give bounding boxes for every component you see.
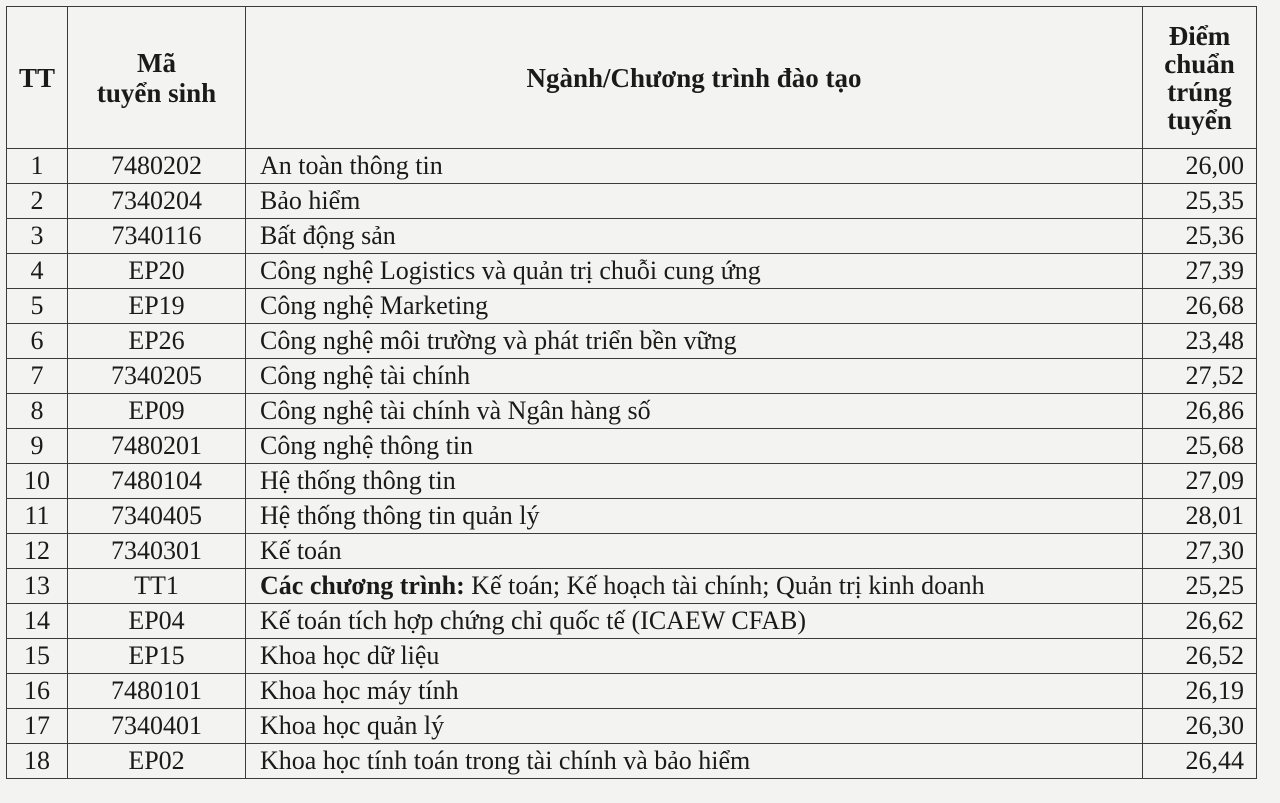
- row-program-label: Khoa học tính toán trong tài chính và bảo hiểm: [260, 746, 751, 775]
- row-tt: 14: [7, 604, 68, 639]
- row-program-label: Công nghệ môi trường và phát triển bền vững: [260, 326, 737, 355]
- table-row-5: [7, 289, 1257, 324]
- row-admission-code: EP19: [68, 289, 246, 324]
- row-program-label: Kế toán; Kế hoạch tài chính; Quản trị kinh doanh: [464, 571, 985, 600]
- row-admission-code: EP04: [68, 604, 246, 639]
- row-program-label: Bảo hiểm: [260, 186, 361, 215]
- table-row-6: [7, 324, 1257, 359]
- row-program-name: [246, 219, 1143, 254]
- row-tt: 17: [7, 709, 68, 744]
- table-row-8: [7, 394, 1257, 429]
- row-program-name: [246, 289, 1143, 324]
- row-program-prefix: Các chương trình:: [260, 571, 465, 600]
- header-tt: TT: [7, 7, 68, 149]
- row-cutoff-score: 27,09: [1143, 464, 1257, 499]
- row-admission-code: 7340205: [68, 359, 246, 394]
- row-cutoff-score: 25,36: [1143, 219, 1257, 254]
- table-row-13: [7, 569, 1257, 604]
- table-row-12: [7, 534, 1257, 569]
- row-cutoff-score: 23,48: [1143, 324, 1257, 359]
- row-admission-code: 7340301: [68, 534, 246, 569]
- row-admission-code: 7480101: [68, 674, 246, 709]
- row-tt: 4: [7, 254, 68, 289]
- table-body: [7, 149, 1257, 779]
- row-cutoff-score: 26,30: [1143, 709, 1257, 744]
- row-cutoff-score: 26,19: [1143, 674, 1257, 709]
- admission-scores-table: [6, 6, 1257, 779]
- row-program-label: Kế toán tích hợp chứng chỉ quốc tế (ICAEW CFAB): [260, 606, 807, 635]
- table-row-16: [7, 674, 1257, 709]
- row-program-name: [246, 569, 1143, 604]
- header-row: [7, 7, 1257, 149]
- row-program-label: Công nghệ tài chính và Ngân hàng số: [260, 396, 651, 425]
- row-admission-code: EP09: [68, 394, 246, 429]
- row-program-name: [246, 604, 1143, 639]
- row-program-label: Công nghệ tài chính: [260, 361, 471, 390]
- row-program-name: [246, 324, 1143, 359]
- table-row-2: [7, 184, 1257, 219]
- row-program-name: [246, 709, 1143, 744]
- header-score-line1: Điểm: [1168, 20, 1231, 51]
- row-admission-code: 7340401: [68, 709, 246, 744]
- header-code-line2: tuyển sinh: [96, 77, 217, 108]
- row-admission-code: EP26: [68, 324, 246, 359]
- row-cutoff-score: 26,68: [1143, 289, 1257, 324]
- row-tt: 9: [7, 429, 68, 464]
- row-program-name: [246, 254, 1143, 289]
- table-row-4: [7, 254, 1257, 289]
- row-cutoff-score: 27,52: [1143, 359, 1257, 394]
- row-admission-code: 7340204: [68, 184, 246, 219]
- row-program-name: [246, 359, 1143, 394]
- table-row-17: [7, 709, 1257, 744]
- row-cutoff-score: 26,44: [1143, 744, 1257, 779]
- row-program-name: [246, 674, 1143, 709]
- row-cutoff-score: 26,00: [1143, 149, 1257, 184]
- table-row-15: [7, 639, 1257, 674]
- row-program-name: [246, 429, 1143, 464]
- row-tt: 18: [7, 744, 68, 779]
- table-row-3: [7, 219, 1257, 254]
- row-program-name: [246, 464, 1143, 499]
- table-row-11: [7, 499, 1257, 534]
- row-program-label: Công nghệ Marketing: [260, 291, 489, 320]
- row-tt: 3: [7, 219, 68, 254]
- row-cutoff-score: 27,30: [1143, 534, 1257, 569]
- row-program-label: Hệ thống thông tin quản lý: [260, 501, 540, 530]
- row-tt: 8: [7, 394, 68, 429]
- row-tt: 13: [7, 569, 68, 604]
- row-program-name: [246, 184, 1143, 219]
- row-cutoff-score: 26,86: [1143, 394, 1257, 429]
- table-row-9: [7, 429, 1257, 464]
- header-code-line1: Mã: [137, 47, 176, 78]
- row-program-label: Khoa học máy tính: [260, 676, 459, 705]
- header-score-line4: tuyển: [1167, 104, 1232, 135]
- row-admission-code: TT1: [68, 569, 246, 604]
- row-tt: 11: [7, 499, 68, 534]
- table-header: [7, 7, 1257, 149]
- row-admission-code: 7480202: [68, 149, 246, 184]
- row-program-name: [246, 149, 1143, 184]
- row-tt: 6: [7, 324, 68, 359]
- row-cutoff-score: 25,35: [1143, 184, 1257, 219]
- row-admission-code: EP02: [68, 744, 246, 779]
- row-tt: 12: [7, 534, 68, 569]
- table-row-10: [7, 464, 1257, 499]
- row-program-name: [246, 639, 1143, 674]
- row-admission-code: 7480104: [68, 464, 246, 499]
- row-program-label: Bất động sản: [260, 221, 396, 250]
- row-cutoff-score: 25,25: [1143, 569, 1257, 604]
- row-program-label: Khoa học quản lý: [260, 711, 445, 740]
- row-tt: 15: [7, 639, 68, 674]
- row-program-label: Kế toán: [260, 536, 342, 565]
- row-program-label: Công nghệ Logistics và quản trị chuỗi cung ứng: [260, 256, 761, 285]
- row-tt: 1: [7, 149, 68, 184]
- row-program-label: Hệ thống thông tin: [260, 466, 456, 495]
- row-cutoff-score: 27,39: [1143, 254, 1257, 289]
- row-program-label: Khoa học dữ liệu: [260, 641, 440, 670]
- row-program-name: [246, 534, 1143, 569]
- row-admission-code: EP15: [68, 639, 246, 674]
- row-cutoff-score: 28,01: [1143, 499, 1257, 534]
- row-tt: 2: [7, 184, 68, 219]
- row-tt: 5: [7, 289, 68, 324]
- row-admission-code: 7480201: [68, 429, 246, 464]
- row-tt: 16: [7, 674, 68, 709]
- row-program-name: [246, 499, 1143, 534]
- row-tt: 10: [7, 464, 68, 499]
- header-score-line2: chuẩn: [1164, 48, 1235, 79]
- table-row-7: [7, 359, 1257, 394]
- row-tt: 7: [7, 359, 68, 394]
- row-admission-code: 7340405: [68, 499, 246, 534]
- header-score-line3: trúng: [1167, 76, 1232, 107]
- row-admission-code: 7340116: [68, 219, 246, 254]
- row-admission-code: EP20: [68, 254, 246, 289]
- row-program-name: [246, 744, 1143, 779]
- row-program-label: Công nghệ thông tin: [260, 431, 474, 460]
- row-cutoff-score: 26,52: [1143, 639, 1257, 674]
- table-row-18: [7, 744, 1257, 779]
- table-row-1: [7, 149, 1257, 184]
- header-cutoff-score: [1143, 7, 1257, 149]
- table-row-14: [7, 604, 1257, 639]
- header-admission-code: [68, 7, 246, 149]
- header-program: Ngành/Chương trình đào tạo: [246, 7, 1143, 149]
- row-cutoff-score: 26,62: [1143, 604, 1257, 639]
- row-program-name: [246, 394, 1143, 429]
- row-cutoff-score: 25,68: [1143, 429, 1257, 464]
- row-program-label: An toàn thông tin: [260, 151, 443, 180]
